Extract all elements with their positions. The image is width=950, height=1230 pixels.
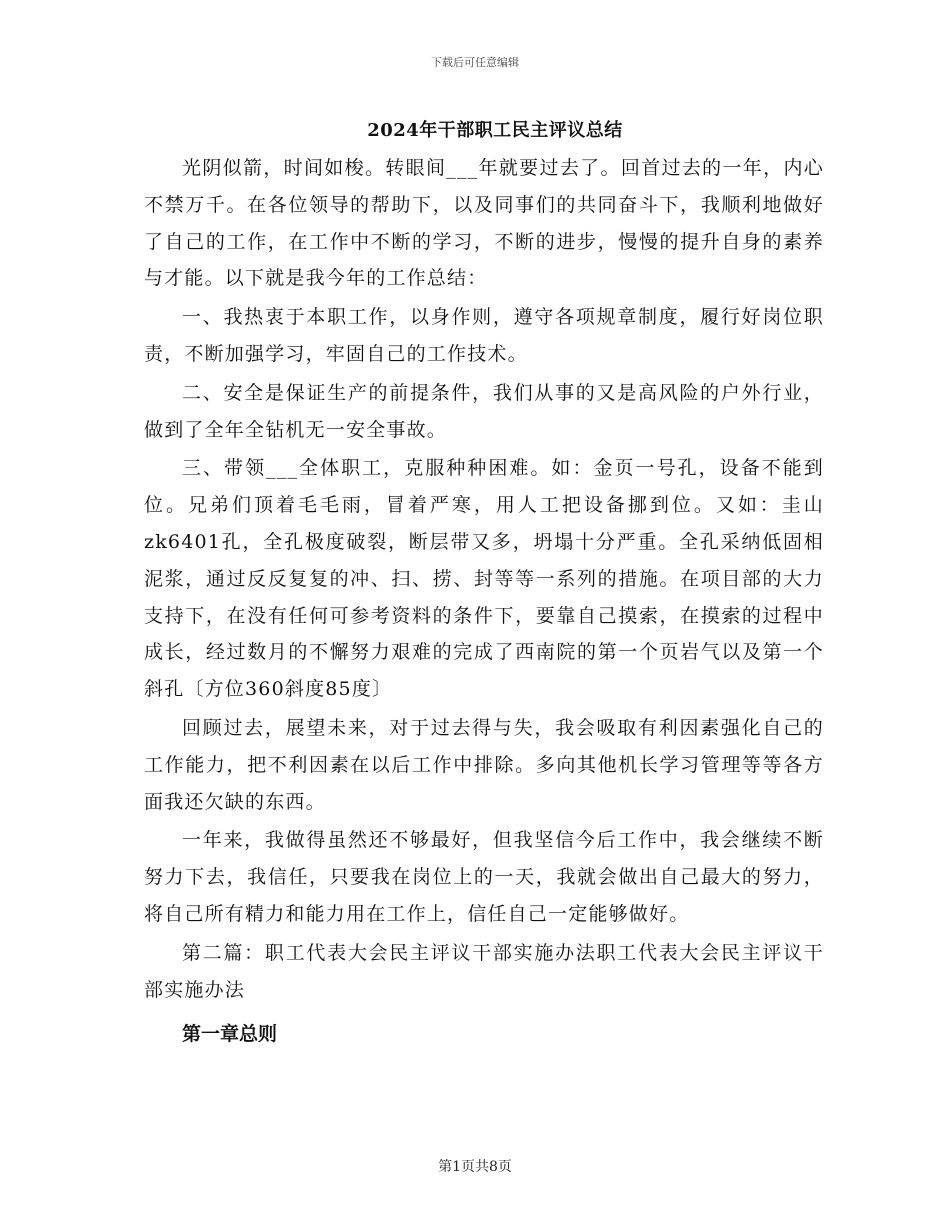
paragraph-conclusion: 一年来，我做得虽然还不够最好，但我坚信今后工作中，我会继续不断努力下去，我信任，只要我在岗位上的一天，我就会做出自己最大的努力，将自己所有精力和能力用在工作上，信任自己一定能够做好。	[144, 829, 824, 925]
chapter-heading: 第一章总则	[182, 1023, 278, 1046]
paragraph-point-1: 一、我热衷于本职工作，以身作则，遵守各项规章制度，履行好岗位职责，不断加强学习，牢固自己的工作技术。	[144, 306, 824, 365]
page-footer: 第1页共8页	[438, 1159, 512, 1175]
paragraph-review: 回顾过去，展望未来，对于过去得与失，我会吸取有利因素强化自己的工作能力，把不利因素在以后工作中排除。多向其他机长学习管理等等各方面我还欠缺的东西。	[144, 716, 824, 813]
header-note: 下载后可任意编辑	[431, 56, 519, 69]
paragraph-second-part: 第二篇：职工代表大会民主评议干部实施办法职工代表大会民主评议干部实施办法	[144, 941, 824, 1001]
paragraph-point-3: 三、带领___全体职工，克服种种困难。如：金页一号孔，设备不能到位。兄弟们顶着毛毛雨，冒着严寒，用人工把设备挪到位。又如：圭山zk6401孔，全孔极度破裂，断层带又多，坍塌十分严重。全孔采纳低固相泥浆，通过反反复复的冲、扫、捞、封等等一系列的措施。在项目部的大力支持下，在没有任何可参考资料的条件下，要靠自己摸索，在摸索的过程中成长，经过数月的不懈努力艰难的完成了西南院的第一个页岩气以及第一个斜孔〔方位360斜度85度〕	[144, 457, 824, 701]
paragraph-point-2: 二、安全是保证生产的前提条件，我们从事的又是高风险的户外行业，做到了全年全钻机无一安全事故。	[144, 381, 824, 441]
paragraph-intro: 光阴似箭，时间如梭。转眼间___年就要过去了。回首过去的一年，内心不禁万千。在各位领导的帮助下，以及同事们的共同奋斗下，我顺利地做好了自己的工作，在工作中不断的学习，不断的进步，慢慢的提升自身的素养与才能。以下就是我今年的工作总结：	[144, 157, 824, 290]
document-body	[144, 150, 824, 1052]
document-title: 2024年干部职工民主评议总结	[367, 120, 623, 141]
